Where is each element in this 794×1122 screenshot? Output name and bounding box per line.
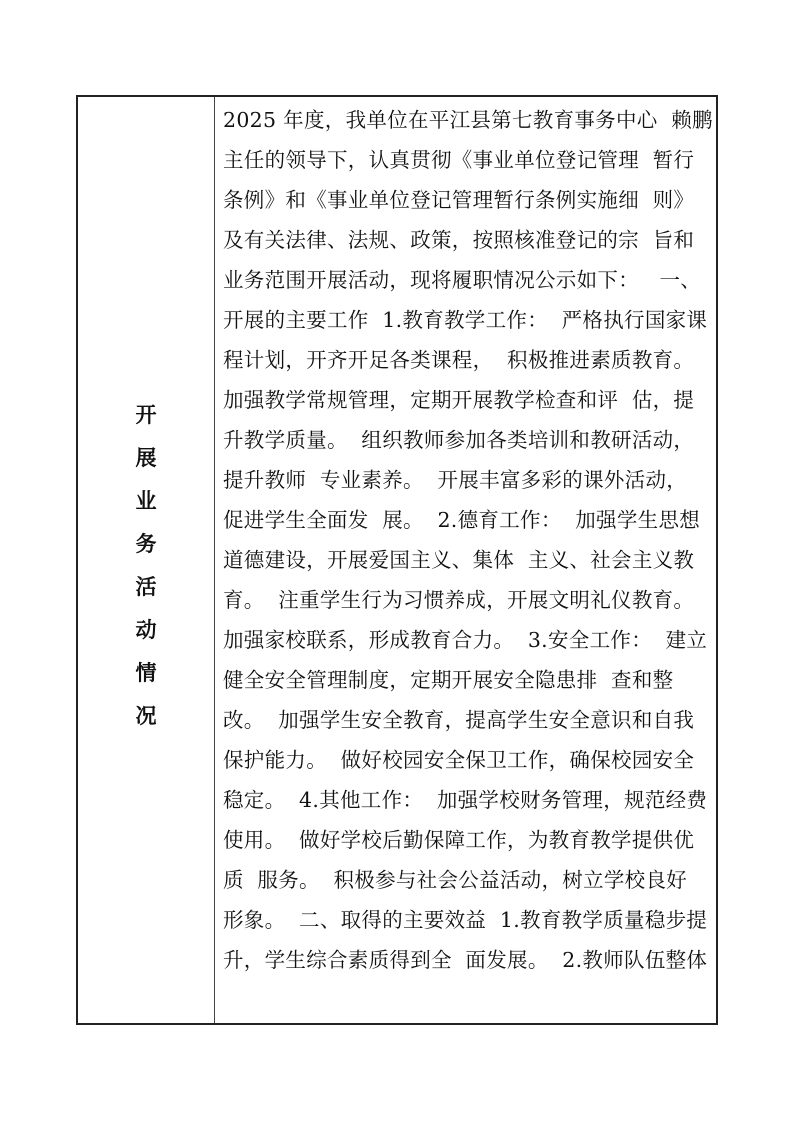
content-line: 程计划，开齐开足各类课程， 积极推进素质教育。 xyxy=(223,348,695,372)
section-label: 开展业务活动情况 xyxy=(135,403,157,728)
content-line: 业务范围开展活动，现将履职情况公示如下： 一、 xyxy=(223,268,702,292)
section-label-cell xyxy=(78,97,215,1023)
content-line: 条例》和《事业单位登记管理暂行条例实施细 则》 xyxy=(223,188,695,212)
content-line: 2025 年度，我单位在平江县第七教育事务中心 赖鹏 xyxy=(223,108,713,132)
content-line: 改。 加强学生安全教育，提高学生安全意识和自我 xyxy=(223,708,695,732)
content-line: 提升教师 专业素养。 开展丰富多彩的课外活动， xyxy=(223,468,688,492)
content-line: 形象。 二、取得的主要效益 1.教育教学质量稳步提 xyxy=(223,908,708,932)
content-line: 稳定。 4.其他工作： 加强学校财务管理，规范经费 xyxy=(223,788,708,812)
content-line: 开展的主要工作 1.教育教学工作： 严格执行国家课 xyxy=(223,308,708,332)
content-line: 加强家校联系，形成教育合力。 3.安全工作： 建立 xyxy=(223,628,708,652)
content-line: 及有关法律、法规、政策，按照核准登记的宗 旨和 xyxy=(223,228,695,252)
content-line: 道德建设，开展爱国主义、集体 主义、社会主义教 xyxy=(223,548,695,572)
content-line: 保护能力。 做好校园安全保卫工作，确保校园安全 xyxy=(223,748,695,772)
content-line: 加强教学常规管理，定期开展教学检查和评 估，提 xyxy=(223,388,695,412)
activity-report-table xyxy=(76,95,718,1025)
content-line: 主任的领导下，认真贯彻《事业单位登记管理 暂行 xyxy=(223,148,695,172)
content-line: 促进学生全面发 展。 2.德育工作： 加强学生思想 xyxy=(223,508,701,532)
content-line: 育。 注重学生行为习惯养成，开展文明礼仪教育。 xyxy=(223,588,695,612)
content-line: 健全安全管理制度，定期开展安全隐患排 查和整 xyxy=(223,668,674,692)
content-line: 使用。 做好学校后勤保障工作，为教育教学提供优 xyxy=(223,828,695,852)
section-content-cell xyxy=(215,97,716,1023)
content-line: 升，学生综合素质得到全 面发展。 2.教师队伍整体 xyxy=(223,948,708,972)
content-line: 升教学质量。 组织教师参加各类培训和教研活动， xyxy=(223,428,695,452)
content-line: 质 服务。 积极参与社会公益活动，树立学校良好 xyxy=(223,868,688,892)
